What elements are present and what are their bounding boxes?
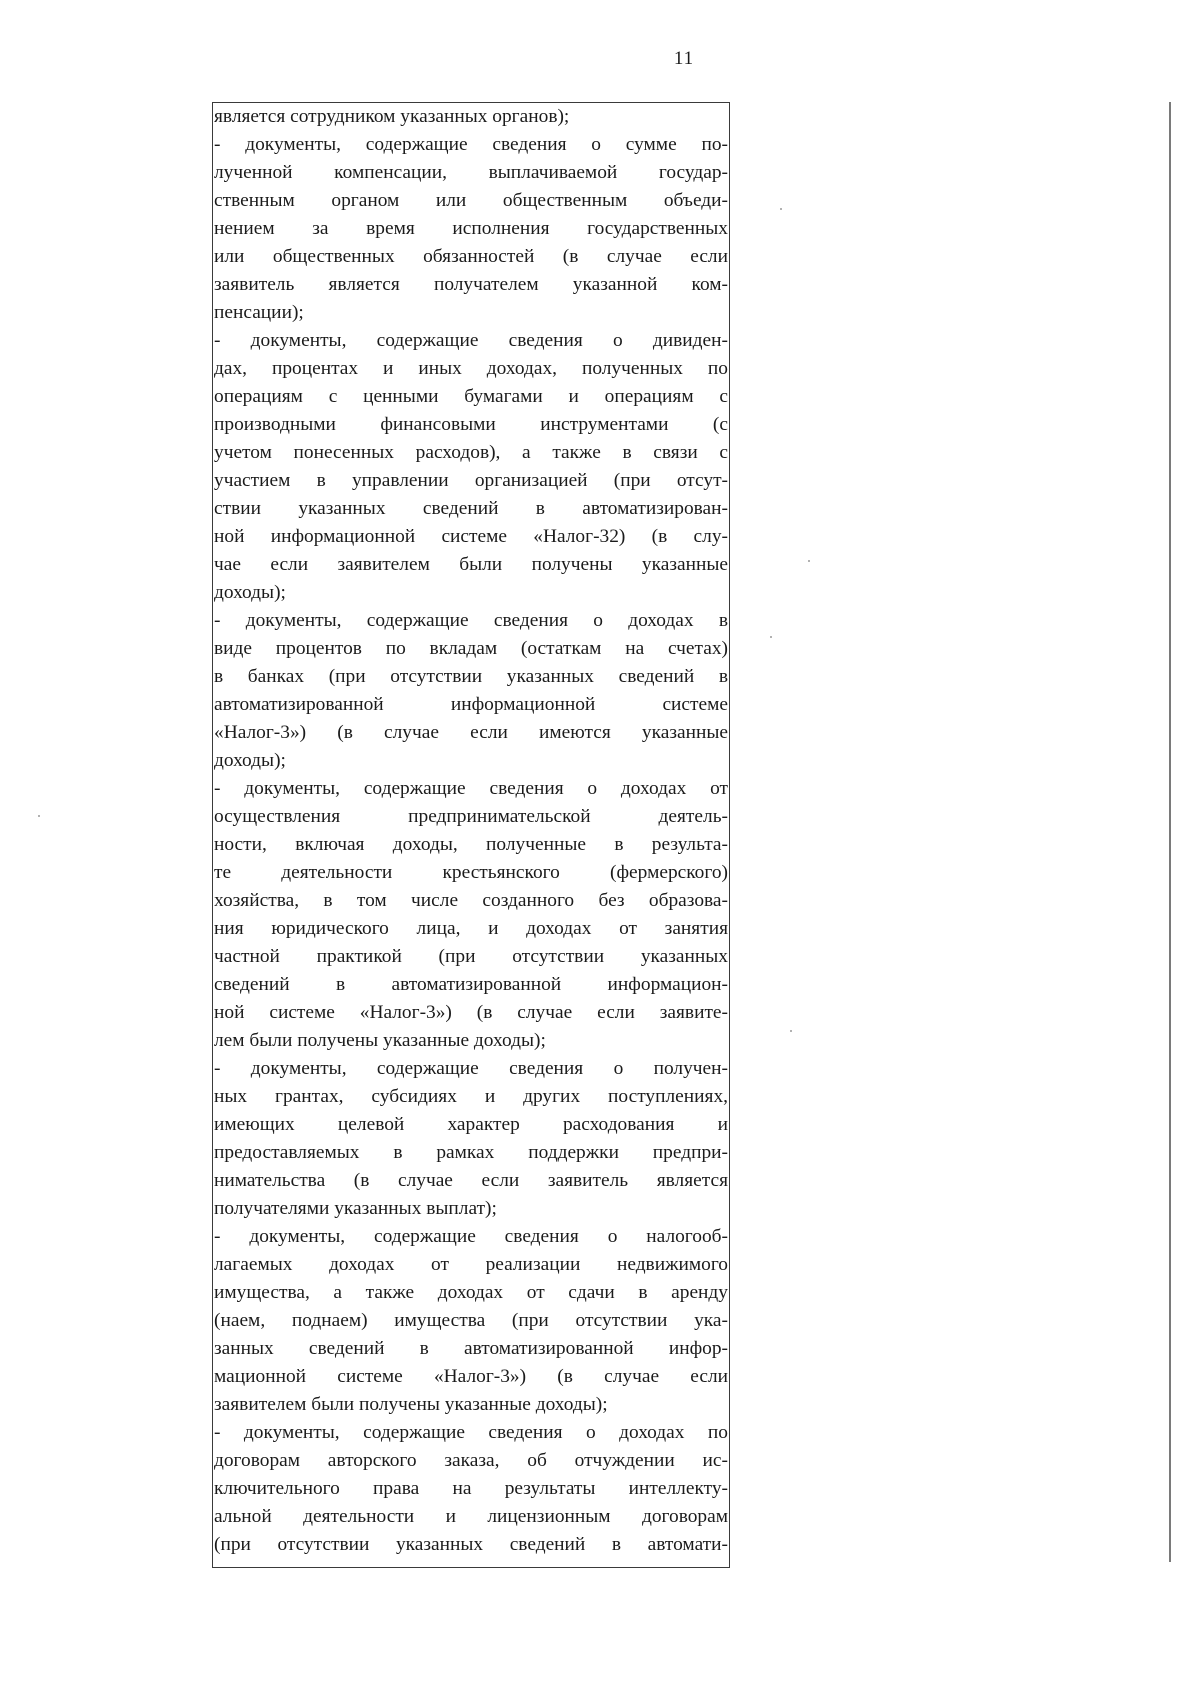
text-line: - документы, содержащие сведения о сумме по- <box>214 134 728 155</box>
text-line: нением за время исполнения государственных <box>214 218 728 239</box>
text-line: частной практикой (при отсутствии указанных <box>214 946 728 967</box>
text-line: (наем, поднаем) имущества (при отсутствии ука- <box>214 1310 728 1331</box>
text-line: ния юридического лица, и доходах от занятия <box>214 918 728 939</box>
text-line: чае если заявителем были получены указанные <box>214 554 728 575</box>
text-line: производными финансовыми инструментами (с <box>214 414 728 435</box>
document-text-column <box>212 102 730 1568</box>
text-line: доходы); <box>214 582 286 603</box>
text-line: ной системе «Налог-3») (в случае если заявите- <box>214 1002 728 1023</box>
text-line: договорам авторского заказа, об отчуждении ис- <box>214 1450 728 1471</box>
text-line: заявителем были получены указанные доходы); <box>214 1394 608 1415</box>
text-line: операциям с ценными бумагами и операциям с <box>214 386 728 407</box>
page-number: 11 <box>673 48 695 69</box>
text-line: лем были получены указанные доходы); <box>214 1030 546 1051</box>
text-line: лагаемых доходах от реализации недвижимого <box>214 1254 728 1275</box>
text-line: (при отсутствии указанных сведений в автомати- <box>214 1534 728 1555</box>
text-line: - документы, содержащие сведения о доходах от <box>214 778 728 799</box>
text-line: альной деятельности и лицензионным договорам <box>214 1506 728 1527</box>
text-line: ности, включая доходы, полученные в результа- <box>214 834 728 855</box>
text-line: - документы, содержащие сведения о доходах в <box>214 610 728 631</box>
text-line: имущества, а также доходах от сдачи в аренду <box>214 1282 728 1303</box>
scan-speck <box>780 208 782 210</box>
scan-speck <box>790 1030 792 1032</box>
text-line: «Налог-3») (в случае если имеются указанные <box>214 722 728 743</box>
text-line: ных грантах, субсидиях и других поступлениях, <box>214 1086 728 1107</box>
text-line: те деятельности крестьянского (фермерского) <box>214 862 728 883</box>
text-line: хозяйства, в том числе созданного без образова- <box>214 890 728 911</box>
text-line: - документы, содержащие сведения о налогооб- <box>214 1226 728 1247</box>
text-line: предоставляемых в рамках поддержки предпри- <box>214 1142 728 1163</box>
text-line: автоматизированной информационной системе <box>214 694 728 715</box>
text-line: доходы); <box>214 750 286 771</box>
text-line: в банках (при отсутствии указанных сведений в <box>214 666 728 687</box>
text-line: ной информационной системе «Налог-32) (в слу- <box>214 526 728 547</box>
text-line: имеющих целевой характер расходования и <box>214 1114 728 1135</box>
right-margin-rule <box>1169 102 1171 1562</box>
scan-speck <box>38 815 40 817</box>
text-line: виде процентов по вкладам (остаткам на счетах) <box>214 638 728 659</box>
scan-speck <box>770 636 772 638</box>
text-line: мационной системе «Налог-3») (в случае если <box>214 1366 728 1387</box>
text-line: дах, процентах и иных доходах, полученных по <box>214 358 728 379</box>
text-line: сведений в автоматизированной информацион- <box>214 974 728 995</box>
text-line: учетом понесенных расходов), а также в связи с <box>214 442 728 463</box>
text-line: нимательства (в случае если заявитель является <box>214 1170 728 1191</box>
text-line: - документы, содержащие сведения о дивиден- <box>214 330 728 351</box>
text-line: пенсации); <box>214 302 304 323</box>
text-line: участием в управлении организацией (при отсут- <box>214 470 728 491</box>
text-line: или общественных обязанностей (в случае если <box>214 246 728 267</box>
text-line: заявитель является получателем указанной ком- <box>214 274 728 295</box>
text-line: лученной компенсации, выплачиваемой государ- <box>214 162 728 183</box>
text-line: - документы, содержащие сведения о доходах по <box>214 1422 728 1443</box>
text-line: занных сведений в автоматизированной инфор- <box>214 1338 728 1359</box>
text-line: осуществления предпринимательской деятель- <box>214 806 728 827</box>
text-line: является сотрудником указанных органов); <box>214 106 570 127</box>
text-line: ключительного права на результаты интеллекту- <box>214 1478 728 1499</box>
scan-speck <box>808 560 810 562</box>
text-line: - документы, содержащие сведения о получен- <box>214 1058 728 1079</box>
text-line: ствии указанных сведений в автоматизирован- <box>214 498 728 519</box>
text-line: ственным органом или общественным объеди- <box>214 190 728 211</box>
text-line: получателями указанных выплат); <box>214 1198 497 1219</box>
